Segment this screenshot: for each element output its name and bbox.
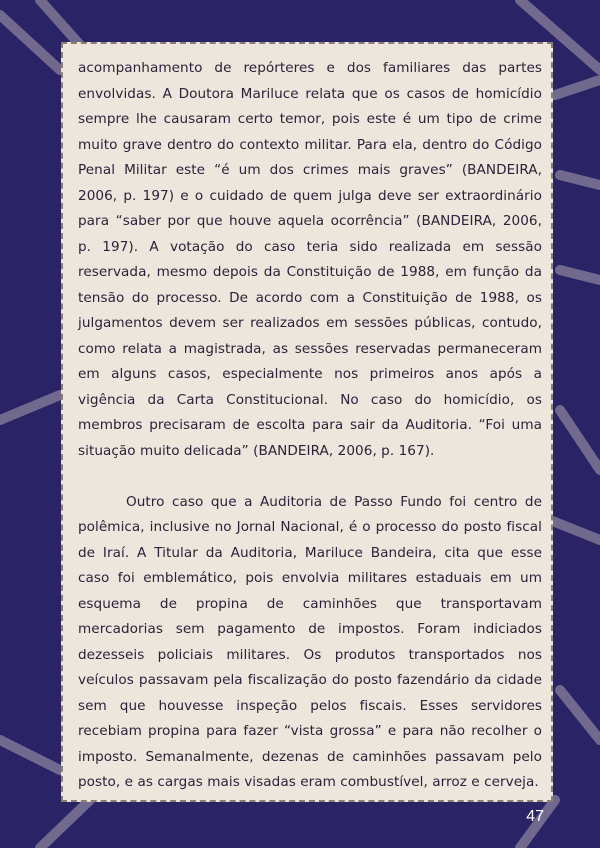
decor-line	[550, 520, 600, 540]
decor-line	[560, 270, 600, 280]
decor-line	[0, 740, 60, 770]
paragraph-2: Outro caso que a Auditoria de Passo Fundo foi centro de polêmica, inclusive no Jornal Nacional, é o processo do posto fiscal de Iraí. A Titular da Auditoria, Mariluce Bandeira, cita que esse caso foi emblemático, pois envolvia militares estaduais em um esquema de propina de caminhões que transportavam mercadorias sem pagamento de impostos. Foram indiciados dezesseis policiais militares. Os produtos transportados nos veículos passavam pela fiscalização do posto fazendário da cidade sem que houvesse inspeção pelos fiscais. Esses servidores recebiam propina para fazer “vista grossa” e para não recolher o imposto. Semanalmente, dezenas de caminhões passavam pelo posto, e as cargas mais visadas eram combustível, arroz e cerveja.	[78, 493, 542, 790]
paragraph-1: acompanhamento de repórteres e dos familiares das partes envolvidas. A Doutora Mariluce relata que os casos de homicídio sempre lhe causaram certo temor, pois este é um tipo de crime muito grave dentro do contexto militar. Para ela, dentro do Código Penal Militar este “é um dos crimes mais graves” (BANDEIRA, 2006, p. 197) e o cuidado de quem julga deve ser extraordinário para “saber por que houve aquela ocorrência” (BANDEIRA, 2006, p. 197). A votação do caso teria sido realizada em sessão reservada, mesmo depois da Constituição de 1988, em função da tensão do processo. De acordo com a Constituição de 1988, os julgamentos devem ser realizados em sessões públicas, contudo, como relata a magistrada, as sessões reservadas permaneceram em alguns casos, especialmente nos primeiros anos após a vigência da Carta Constitucional. No caso do homicídio, os membros precisaram de escolta para sair da Auditoria. “Foi uma situação muito delicada” (BANDEIRA, 2006, p. 167).	[78, 60, 542, 459]
decor-line	[560, 690, 600, 740]
page-number: 47	[526, 808, 544, 825]
decor-line	[560, 175, 600, 185]
decor-line	[560, 410, 600, 470]
decor-line	[40, 0, 80, 45]
body-text	[78, 56, 542, 796]
decor-line	[0, 15, 60, 70]
decor-line	[40, 800, 90, 848]
decor-line	[555, 80, 600, 95]
decor-line	[0, 395, 60, 420]
